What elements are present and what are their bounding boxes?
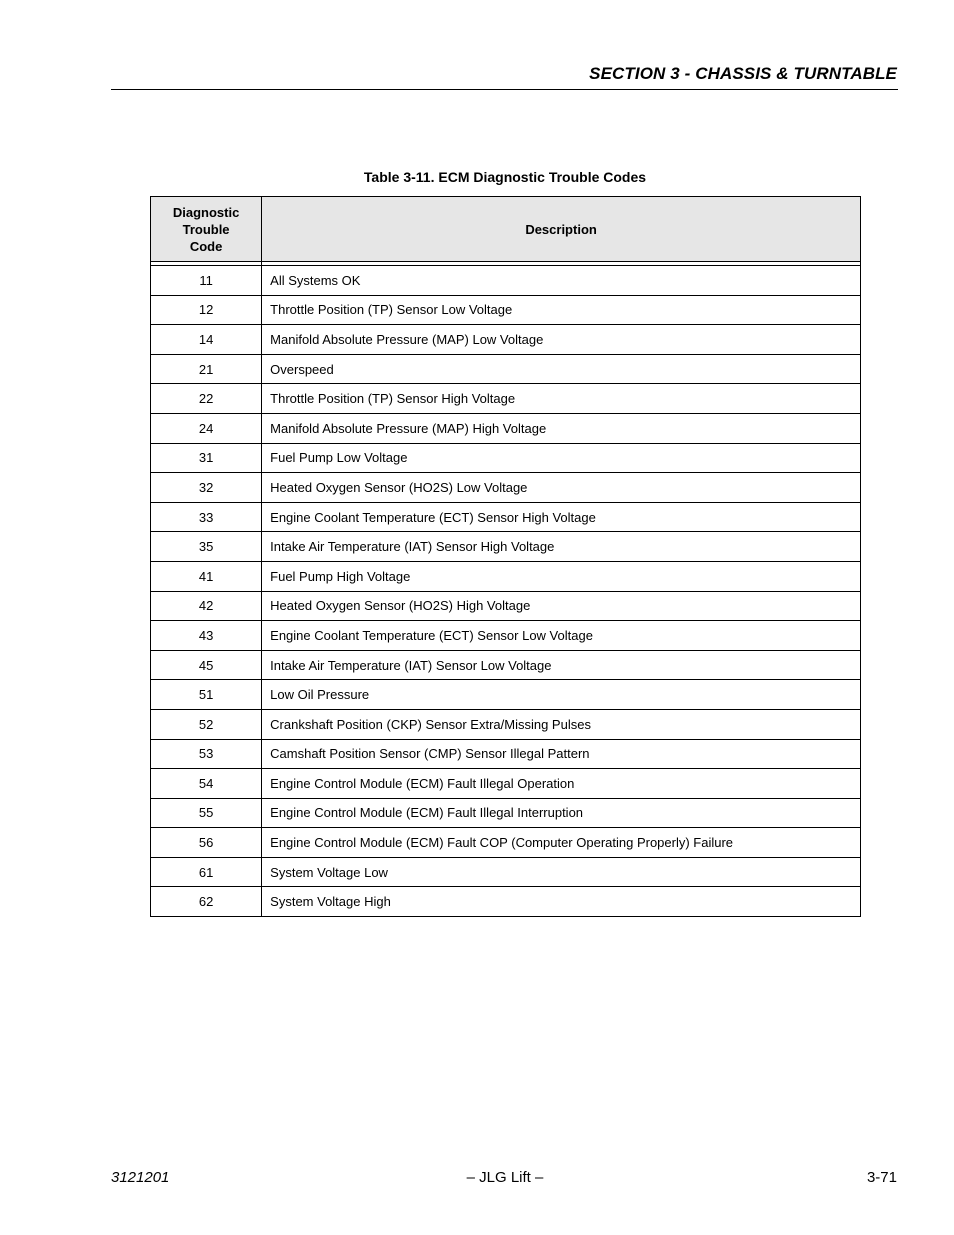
trouble-code-cell: 45 bbox=[151, 650, 262, 680]
trouble-code-cell: 42 bbox=[151, 591, 262, 621]
dtc-table bbox=[150, 196, 861, 917]
table-row bbox=[151, 325, 861, 355]
description-cell: Fuel Pump High Voltage bbox=[262, 561, 861, 591]
description-cell: System Voltage High bbox=[262, 887, 861, 917]
trouble-code-cell: 52 bbox=[151, 709, 262, 739]
trouble-code-cell: 35 bbox=[151, 532, 262, 562]
description-cell: System Voltage Low bbox=[262, 857, 861, 887]
description-cell: Manifold Absolute Pressure (MAP) Low Voltage bbox=[262, 325, 861, 355]
column-header-code-line: Trouble bbox=[182, 221, 230, 237]
trouble-code-cell: 11 bbox=[151, 266, 262, 296]
table-caption: Table 3-11. ECM Diagnostic Trouble Codes bbox=[363, 169, 647, 185]
document-number: 3121201 bbox=[111, 1169, 170, 1186]
description-cell: Intake Air Temperature (IAT) Sensor High Voltage bbox=[262, 532, 861, 562]
column-header-code bbox=[151, 197, 262, 262]
description-cell: Low Oil Pressure bbox=[262, 680, 861, 710]
table-row bbox=[151, 266, 861, 296]
trouble-code-cell: 53 bbox=[151, 739, 262, 769]
table-row bbox=[151, 857, 861, 887]
trouble-code-cell: 55 bbox=[151, 798, 262, 828]
trouble-code-cell: 14 bbox=[151, 325, 262, 355]
trouble-code-cell: 41 bbox=[151, 561, 262, 591]
trouble-code-cell: 51 bbox=[151, 680, 262, 710]
table-row bbox=[151, 561, 861, 591]
table-row bbox=[151, 591, 861, 621]
column-header-description: Description bbox=[262, 197, 861, 262]
description-cell: Engine Control Module (ECM) Fault COP (Computer Operating Properly) Failure bbox=[262, 828, 861, 858]
table-row bbox=[151, 384, 861, 414]
description-cell: Fuel Pump Low Voltage bbox=[262, 443, 861, 473]
header-divider bbox=[111, 89, 898, 90]
trouble-code-cell: 24 bbox=[151, 413, 262, 443]
description-cell: Engine Coolant Temperature (ECT) Sensor High Voltage bbox=[262, 502, 861, 532]
trouble-code-cell: 21 bbox=[151, 354, 262, 384]
table-row bbox=[151, 502, 861, 532]
table-body bbox=[151, 262, 861, 917]
table-row bbox=[151, 473, 861, 503]
description-cell: Throttle Position (TP) Sensor Low Voltage bbox=[262, 295, 861, 325]
table-row bbox=[151, 650, 861, 680]
table-row bbox=[151, 769, 861, 799]
trouble-code-cell: 61 bbox=[151, 857, 262, 887]
description-cell: Engine Coolant Temperature (ECT) Sensor Low Voltage bbox=[262, 621, 861, 651]
column-header-code-line: Code bbox=[189, 238, 223, 254]
table-row bbox=[151, 887, 861, 917]
description-cell: Engine Control Module (ECM) Fault Illegal Interruption bbox=[262, 798, 861, 828]
table-row bbox=[151, 443, 861, 473]
trouble-code-cell: 33 bbox=[151, 502, 262, 532]
description-cell: Overspeed bbox=[262, 354, 861, 384]
description-cell: Intake Air Temperature (IAT) Sensor Low Voltage bbox=[262, 650, 861, 680]
table-row bbox=[151, 532, 861, 562]
trouble-code-cell: 62 bbox=[151, 887, 262, 917]
trouble-code-cell: 31 bbox=[151, 443, 262, 473]
table-row bbox=[151, 680, 861, 710]
trouble-code-cell: 43 bbox=[151, 621, 262, 651]
description-cell: Throttle Position (TP) Sensor High Voltage bbox=[262, 384, 861, 414]
trouble-code-cell: 56 bbox=[151, 828, 262, 858]
description-cell: Crankshaft Position (CKP) Sensor Extra/Missing Pulses bbox=[262, 709, 861, 739]
page-number: 3-71 bbox=[866, 1169, 897, 1186]
description-cell: Camshaft Position Sensor (CMP) Sensor Illegal Pattern bbox=[262, 739, 861, 769]
table-row bbox=[151, 621, 861, 651]
trouble-code-cell: 12 bbox=[151, 295, 262, 325]
table-row bbox=[151, 798, 861, 828]
table-row bbox=[151, 739, 861, 769]
column-header-code-line: Diagnostic bbox=[172, 204, 240, 220]
description-cell: Heated Oxygen Sensor (HO2S) High Voltage bbox=[262, 591, 861, 621]
table-row bbox=[151, 354, 861, 384]
description-cell: Heated Oxygen Sensor (HO2S) Low Voltage bbox=[262, 473, 861, 503]
trouble-code-cell: 54 bbox=[151, 769, 262, 799]
table-header-row bbox=[151, 197, 861, 262]
trouble-code-cell: 32 bbox=[151, 473, 262, 503]
table-row bbox=[151, 413, 861, 443]
description-cell: All Systems OK bbox=[262, 266, 861, 296]
trouble-code-cell: 22 bbox=[151, 384, 262, 414]
description-cell: Manifold Absolute Pressure (MAP) High Voltage bbox=[262, 413, 861, 443]
section-title: SECTION 3 - CHASSIS & TURNTABLE bbox=[589, 64, 897, 83]
footer-brand: – JLG Lift – bbox=[466, 1169, 544, 1186]
table-row bbox=[151, 828, 861, 858]
table-row bbox=[151, 709, 861, 739]
description-cell: Engine Control Module (ECM) Fault Illegal Operation bbox=[262, 769, 861, 799]
table-row bbox=[151, 295, 861, 325]
